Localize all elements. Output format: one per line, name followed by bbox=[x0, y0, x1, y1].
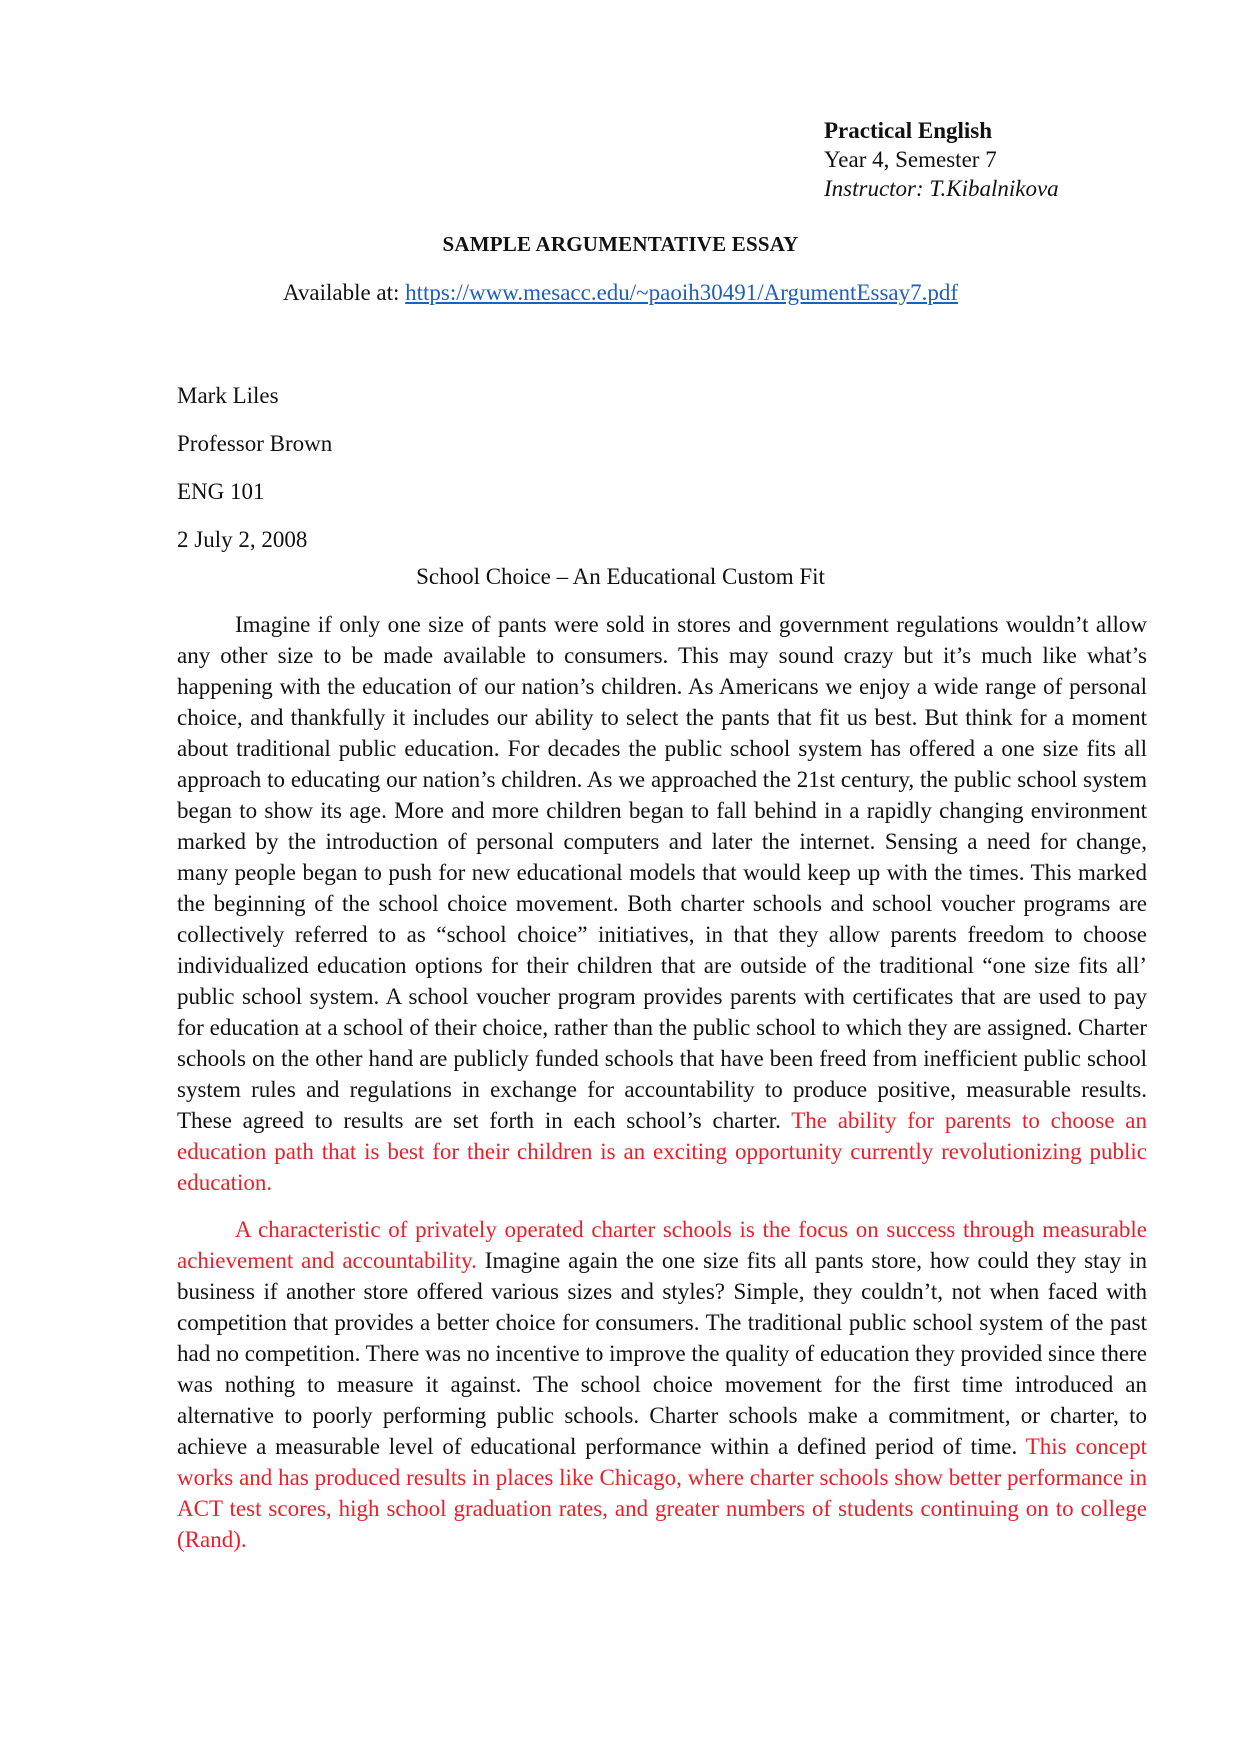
paragraph-1 bbox=[177, 609, 1147, 1198]
course-instructor: Instructor: T.Kibalnikova bbox=[824, 176, 1059, 201]
paragraph-2-evidence: This concept works and has produced results in places like Chicago, where charter schools show better performance in ACT test scores, high school graduation rates, and greater numbers of students continuing on to college (Rand). bbox=[177, 1434, 1148, 1552]
paragraph-2-text: Imagine again the one size fits all pants store, how could they stay in business if another store offered various sizes and styles? Simple, they couldn’t, not when faced with competition that provides a better choice for consumers. The traditional public school system of the past had no competition. There was no incentive to improve the quality of education they provided since there was nothing to measure it against. The school choice movement for the first time introduced an alternative to poorly performing public schools. Charter schools make a commitment, or charter, to achieve a measurable level of educational performance within a defined period of time. bbox=[177, 1248, 1147, 1459]
course-year-semester: Year 4, Semester 7 bbox=[824, 147, 997, 172]
paragraph-1-thesis: The ability for parents to choose an education path that is best for their children is an exciting opportunity currently revolutionizing public education. bbox=[177, 1108, 1147, 1195]
professor-name: Professor Brown bbox=[177, 431, 333, 456]
source-link[interactable]: https://www.mesacc.edu/~paoih30491/ArgumentEssay7.pdf bbox=[405, 280, 959, 305]
paragraph-2-topic-sentence: A characteristic of privately operated charter schools is the focus on success through measurable achievement and accountability. bbox=[177, 1217, 1147, 1273]
course-code: ENG 101 bbox=[177, 479, 265, 504]
paragraph-1-text: Imagine if only one size of pants were sold in stores and government regulations wouldn’t allow any other size to be made available to consumers. This may sound crazy but it’s much like what’s happening with the education of our nation’s children. As Americans we enjoy a wide range of personal choice, and thankfully it includes our ability to select the pants that fit us best. But think for a moment about traditional public education. For decades the public school system has offered a one size fits all approach to educating our nation’s children. As we approached the 21st century, the public school system began to show its age. More and more children began to fall behind in a rapidly changing environment marked by the introduction of personal computers and later the internet. Sensing a need for change, many people began to push for new educational models that would keep up with the times. This marked the beginning of the school choice movement. Both charter schools and school voucher programs are collectively referred to as “school choice” initiatives, in that they allow parents freedom to choose individualized education options for their children that are outside of the traditional “one size fits all’ public school system. A school voucher program provides parents with certificates that are used to pay for education at a school of their choice, rather than the public school to which they are assigned. Charter schools on the other hand are publicly funded schools that have been freed from inefficient public school system rules and regulations in exchange for accountability to produce positive, measurable results. These agreed to results are set forth in each school’s charter. bbox=[177, 612, 1147, 1133]
paragraph-2 bbox=[177, 1214, 1147, 1555]
essay-header bbox=[177, 372, 332, 564]
availability-label: Available at: bbox=[282, 280, 406, 305]
document-heading: SAMPLE ARGUMENTATIVE ESSAY bbox=[442, 232, 799, 256]
essay-date: 2 July 2, 2008 bbox=[177, 527, 308, 552]
availability-line bbox=[0, 280, 1241, 306]
essay-body bbox=[177, 609, 1147, 1571]
course-title: Practical English bbox=[824, 118, 993, 143]
author-name: Mark Liles bbox=[177, 383, 279, 408]
course-info bbox=[824, 116, 1059, 203]
essay-title: School Choice – An Educational Custom Fit bbox=[416, 564, 825, 589]
